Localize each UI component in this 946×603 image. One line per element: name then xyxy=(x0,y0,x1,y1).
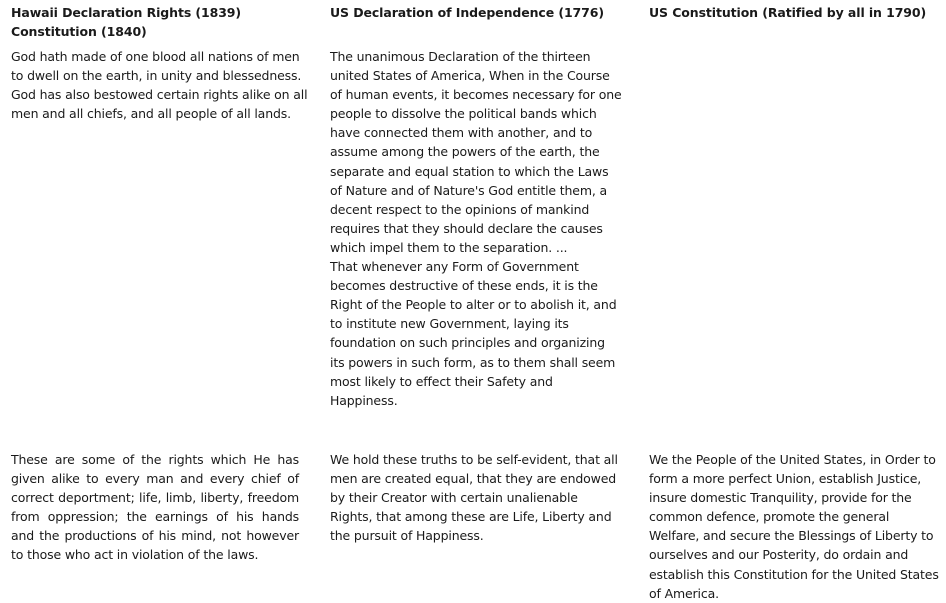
hawaii-heading xyxy=(11,3,311,41)
declaration-top-paragraph-1: The unanimous Declaration of the thirteen united States of America, When in the Course of human events, it becomes necessary for one people to dissolve the political bands which have connected them with another, and to assume among the powers of the earth, the separate and equal station to which the Laws of Nature and of Nature's God entitle them, a decent respect to the opinions of mankind requires that they should declare the causes which impel them to the separation. ... xyxy=(330,49,622,255)
hawaii-bottom-paragraph: These are some of the rights which He has given alike to every man and every chief of correct deportment; life, limb, liberty, freedom from oppression; the earnings of his hands and the productions of his mind, not however to those who act in violation of the laws. xyxy=(11,452,299,563)
hawaii-top-paragraph: God hath made of one blood all nations of men to dwell on the earth, in unity and blessedness. God has also bestowed certain rights alike on all men and all chiefs, and all people of all lands. xyxy=(11,49,308,122)
declaration-bottom-paragraph: We hold these truths to be self-evident, that all men are created equal, that they are endowed by their Creator with certain unalienable Rights, that among these are Life, Liberty and the pursuit of Happiness. xyxy=(330,452,618,544)
hawaii-heading-line2: Constitution (1840) xyxy=(11,24,147,39)
declaration-top-paragraph-2: That whenever any Form of Government becomes destructive of these ends, it is the Right of the People to alter or to abolish it, and to institute new Government, laying its foundation on such principles and organizing its powers in such form, as to them shall seem most likely to effect their Safety and Happiness. xyxy=(330,259,617,408)
hawaii-heading-line1: Hawaii Declaration Rights (1839) xyxy=(11,5,242,20)
constitution-heading-line1: US Constitution (Ratified by all in 1790) xyxy=(649,5,927,20)
declaration-heading-line1: US Declaration of Independence (1776) xyxy=(330,5,604,20)
declaration-heading xyxy=(330,3,622,22)
declaration-top-text xyxy=(330,47,622,410)
constitution-heading xyxy=(649,3,943,22)
constitution-bottom-paragraph: We the People of the United States, in Order to form a more perfect Union, establish Justice, insure domestic Tranquility, provide for the common defence, promote the general Welfare, and secure the Blessings of Liberty to ourselves and our Posterity, do ordain and establish this Constitution for the United States of America. xyxy=(649,452,939,601)
